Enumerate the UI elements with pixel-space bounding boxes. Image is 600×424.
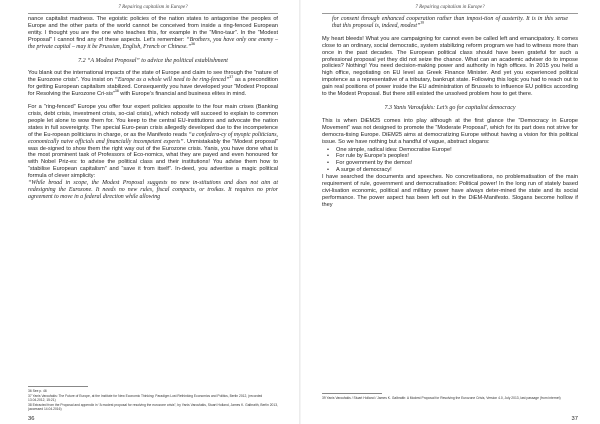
paragraph: For a “ring-fenced” Europe you offer four expert policies apposite to the four main crises (Banking crisis, debt crisis, investment crisis, so-cial crisis), which nobody will succeed to explain to common people let alone to wow them for. You keep to the central EU-institutions and advocate the nation states in full sovereignty. The special Euro-pean crisis allegedly developed due to the incompetence of the Eu-ropean politicians in charge, or as the Manifesto reads “a confedera-cy of myopic politicians, economically naive officials and financially incompetent experts”. Unmistakably the “Modest proposal” was de-signed to show them the right way out of the Eurozone crisis. Yanis, you have done what is the most prominent task of Professors of Eco-nomics, what they are payed and even honoured for with Nobel Priz-es: to advise the political class and their institutions! You advise them how to “stabilise European capitalism” and “save it from itself”. In-deed, you advertise a magic political formula of clever simplicity: (28, 104, 278, 180)
left-page-body (28, 16, 278, 201)
footnote-rule (28, 386, 88, 387)
footnotes (28, 386, 278, 412)
footnote: 37 Yanis Varoufakis: The Future of Europe, at the Institute for New Economic Thinking: Paradigm Lost Rethinking Economics and Politics, Berlin 2012, (recorded 13.04.2012, 15:21) (28, 394, 263, 403)
slogan-list (322, 147, 578, 175)
paragraph: You blank out the international impacts of the state of Europe and claim to see through the “nature of the Eurozone crisis”. You insist on “Europe as a whole will need to be ring-fenced”$^{37}$ as a precondition for getting European capitalism stabilized. Consequently you have developed your “Modest Proposal for Resolving the Eurozone Cri-sis”$^{38}$ with Europe’s financial and business elites in mind. (28, 70, 278, 98)
footnote: 38 Extracted from the Proposal and appendix in “A modest proposal for resolving the eurozone crisis”, by Yanis Varoufakis, Stuart Holland, James K. Galbraith, Berlin 2013, (accessed 14.04.2016) (28, 403, 278, 412)
running-head: 7 Repairing capitalism in Europe? (118, 5, 188, 10)
footnote-ref: 38 (114, 89, 119, 94)
footnote: 36 See p. 46 (28, 389, 47, 393)
page-number: 36 (28, 416, 35, 422)
list-item: • A surge of democracy! (322, 167, 578, 174)
footnote-rule (322, 393, 382, 394)
footnote-ref: 36 (191, 41, 196, 46)
section-heading: 7.3 Yanis Varoufakis: Let’s go for capitalist democracy (384, 104, 516, 111)
header-rule (28, 13, 278, 14)
list-item: • For government by the demos! (322, 160, 578, 167)
right-page (300, 0, 600, 424)
inline-quote: “Brothers, you have only one enemy – the private capital – may it be Prussian, English, French or Chinese.” (28, 36, 278, 50)
paragraph: nance capitalist madness. The egoistic policies of the nation states to antagonise the peoples of Europe and the other parts of the world cannot be conceived from inside a ring-fenced European entity. I thought you are the one who teaches this, for example in the “Mino-taur”. In the “Modest Proposal” I cannot find any of these aspects. Let’s remember: “Brothers, you have only one enemy – the private capital – may it be Prussian, English, French or Chinese.”$^{36}$ (28, 16, 278, 50)
right-page-body (322, 16, 578, 209)
footnote-ref: 37 (229, 75, 234, 80)
list-item: • One simple, radical idea: Democratise Europe! (322, 147, 578, 154)
block-quote-continued: for consent through enhanced cooperation rather than imposi-tion of austerity. It is in this sense that this proposal is, indeed, modest”$^{39}$ (332, 16, 568, 29)
section-heading: 7.2 “A Modest Proposal” to advice the political establishment (78, 57, 228, 64)
list-item: • For rule by Europe’s peoples! (322, 153, 578, 160)
page-number: 37 (571, 416, 578, 422)
paragraph: This is when DiEM25 comes into play although at the first glance the “Democracy in Europe Movement” was not designed to promote the “Moderate Proposal”, which for its part does not strive for democra-tising Europe. DiEM25 aims at democratizing Europe without having a vision for this political issue. So we have nothing but a handful of vague, abstract slogans: (322, 117, 578, 145)
paragraph: I have searched the documents and speeches. No concretisations, no problematisation of the main requirement of rule, government and democratisation: Political power! In the long run of stately based civi-lisation economic, political and military power have always deter-mined the state and its social performance. The power aspect has been left out in the DiEM-Manifesto. Slogans become hollow if they (322, 174, 578, 208)
inline-quote: “a confedera-cy of myopic politicians, economically naive officials and financially incompetent experts” (28, 131, 278, 145)
header-rule (322, 13, 578, 14)
footnotes (322, 393, 578, 401)
inline-quote: “Europe as a whole will need to be ring-fenced” (114, 77, 230, 84)
block-quote: “While broad in scope, the Modest Proposal suggests no new in-stitutions and does not aim at redesigning the Eurozone. It needs no new rules, fiscal compacts, or troikas. It requires no prior agreement to move in a federal direction while allowing (28, 180, 278, 200)
footnote-ref: 39 (420, 20, 424, 25)
running-head: 7 Repairing capitalism in Europe? (415, 5, 485, 10)
footnote: 39 Yanis Varoufakis / Stuart Holland / James K. Galbraith: A Modest Proposal for Resolving the Eurozone Crisis, Version 4.0, July 2013, last passage (from internet) (322, 396, 561, 400)
paragraph: My heart bleeds! What you are campaigning for cannot even be called left and emancipatory. It comes close to an ordinary, social democratic, system stabilizing reform program we had to witness more than once in the past decades. The European political class should have been grateful for such a professional proposal yet they did not seize the chance. What can an academic adviser do to impose policies? Nothing! You need decision-making power and authority in high offices. In 2015 you held a high office, negotiating on EU level as Greek Finance Minister. And yet you experienced political impotence as a representative of a tributary, bankrupt state. Following this logic you had to reach out to gain real positions of power inside the EU administration of Brussels to influence EU politics according to the Modest Proposal. But there still existed the unsolved problem how to get there. (322, 35, 578, 98)
